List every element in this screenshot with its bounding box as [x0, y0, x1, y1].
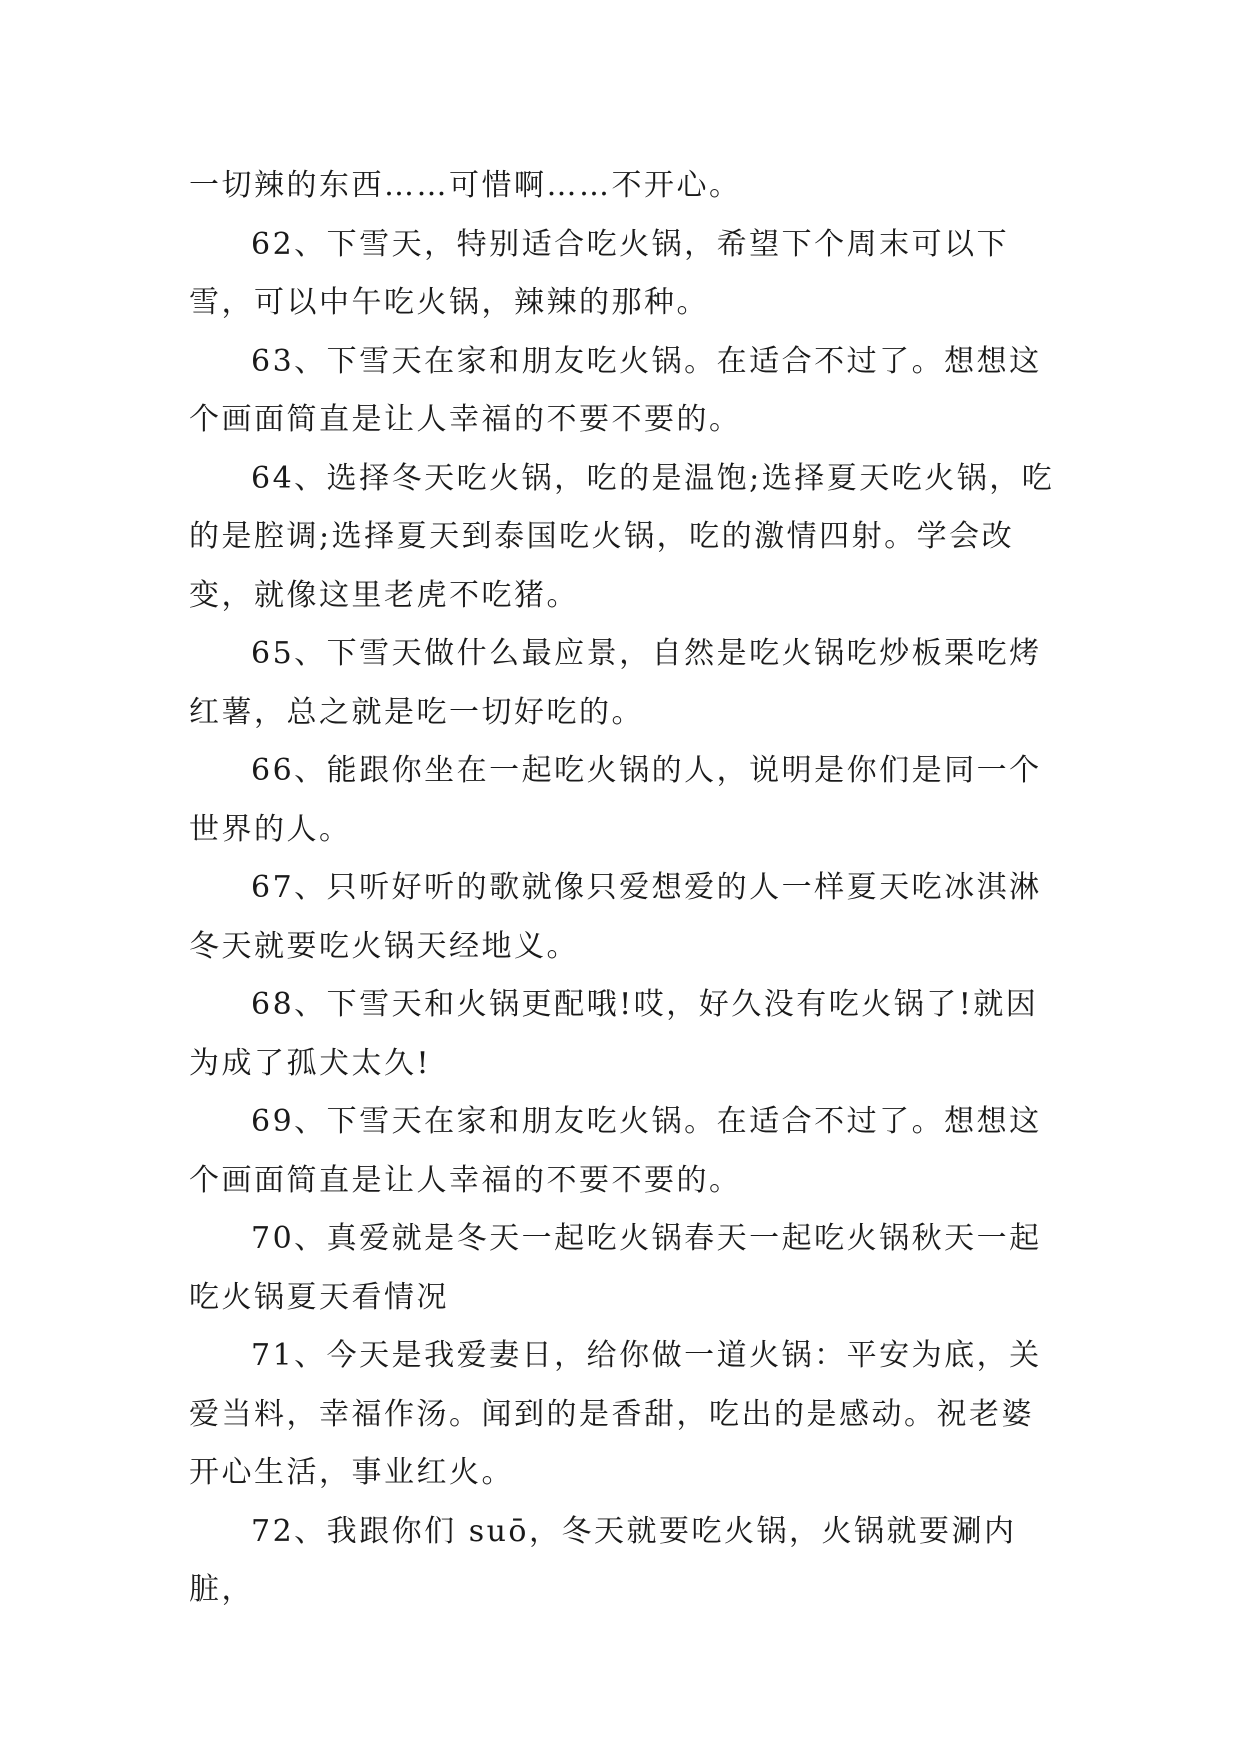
paragraph-72: 72、我跟你们 suō，冬天就要吃火锅，火锅就要涮内脏，	[189, 1513, 1017, 1607]
paragraph-70: 70、真爱就是冬天一起吃火锅春天一起吃火锅秋天一起吃火锅夏天看情况	[189, 1221, 1042, 1315]
document-body	[189, 157, 1059, 1620]
paragraph-67: 67、只听好听的歌就像只爱想爱的人一样夏天吃冰淇淋冬天就要吃火锅天经地义。	[189, 870, 1042, 964]
paragraph-66: 66、能跟你坐在一起吃火锅的人，说明是你们是同一个世界的人。	[189, 753, 1042, 847]
paragraph-65: 65、下雪天做什么最应景，自然是吃火锅吃炒板栗吃烤红薯，总之就是吃一切好吃的。	[189, 636, 1042, 730]
paragraph-63: 63、下雪天在家和朋友吃火锅。在适合不过了。想想这个画面简直是让人幸福的不要不要的。	[189, 343, 1042, 437]
paragraph-68: 68、下雪天和火锅更配哦!哎，好久没有吃火锅了!就因为成了孤犬太久!	[189, 987, 1039, 1081]
paragraph-continuation: 一切辣的东西……可惜啊……不开心。	[189, 168, 742, 203]
paragraph-69: 69、下雪天在家和朋友吃火锅。在适合不过了。想想这个画面简直是让人幸福的不要不要的。	[189, 1104, 1042, 1198]
paragraph-64: 64、选择冬天吃火锅，吃的是温饱;选择夏天吃火锅，吃的是腔调;选择夏天到泰国吃火锅，吃的激情四射。学会改变，就像这里老虎不吃猪。	[189, 460, 1055, 613]
paragraph-71: 71、今天是我爱妻日，给你做一道火锅：平安为底，关爱当料，幸福作汤。闻到的是香甜，吃出的是感动。祝老婆开心生活，事业红火。	[189, 1338, 1042, 1490]
paragraph-62: 62、下雪天，特别适合吃火锅，希望下个周末可以下雪，可以中午吃火锅，辣辣的那种。	[189, 226, 1010, 320]
